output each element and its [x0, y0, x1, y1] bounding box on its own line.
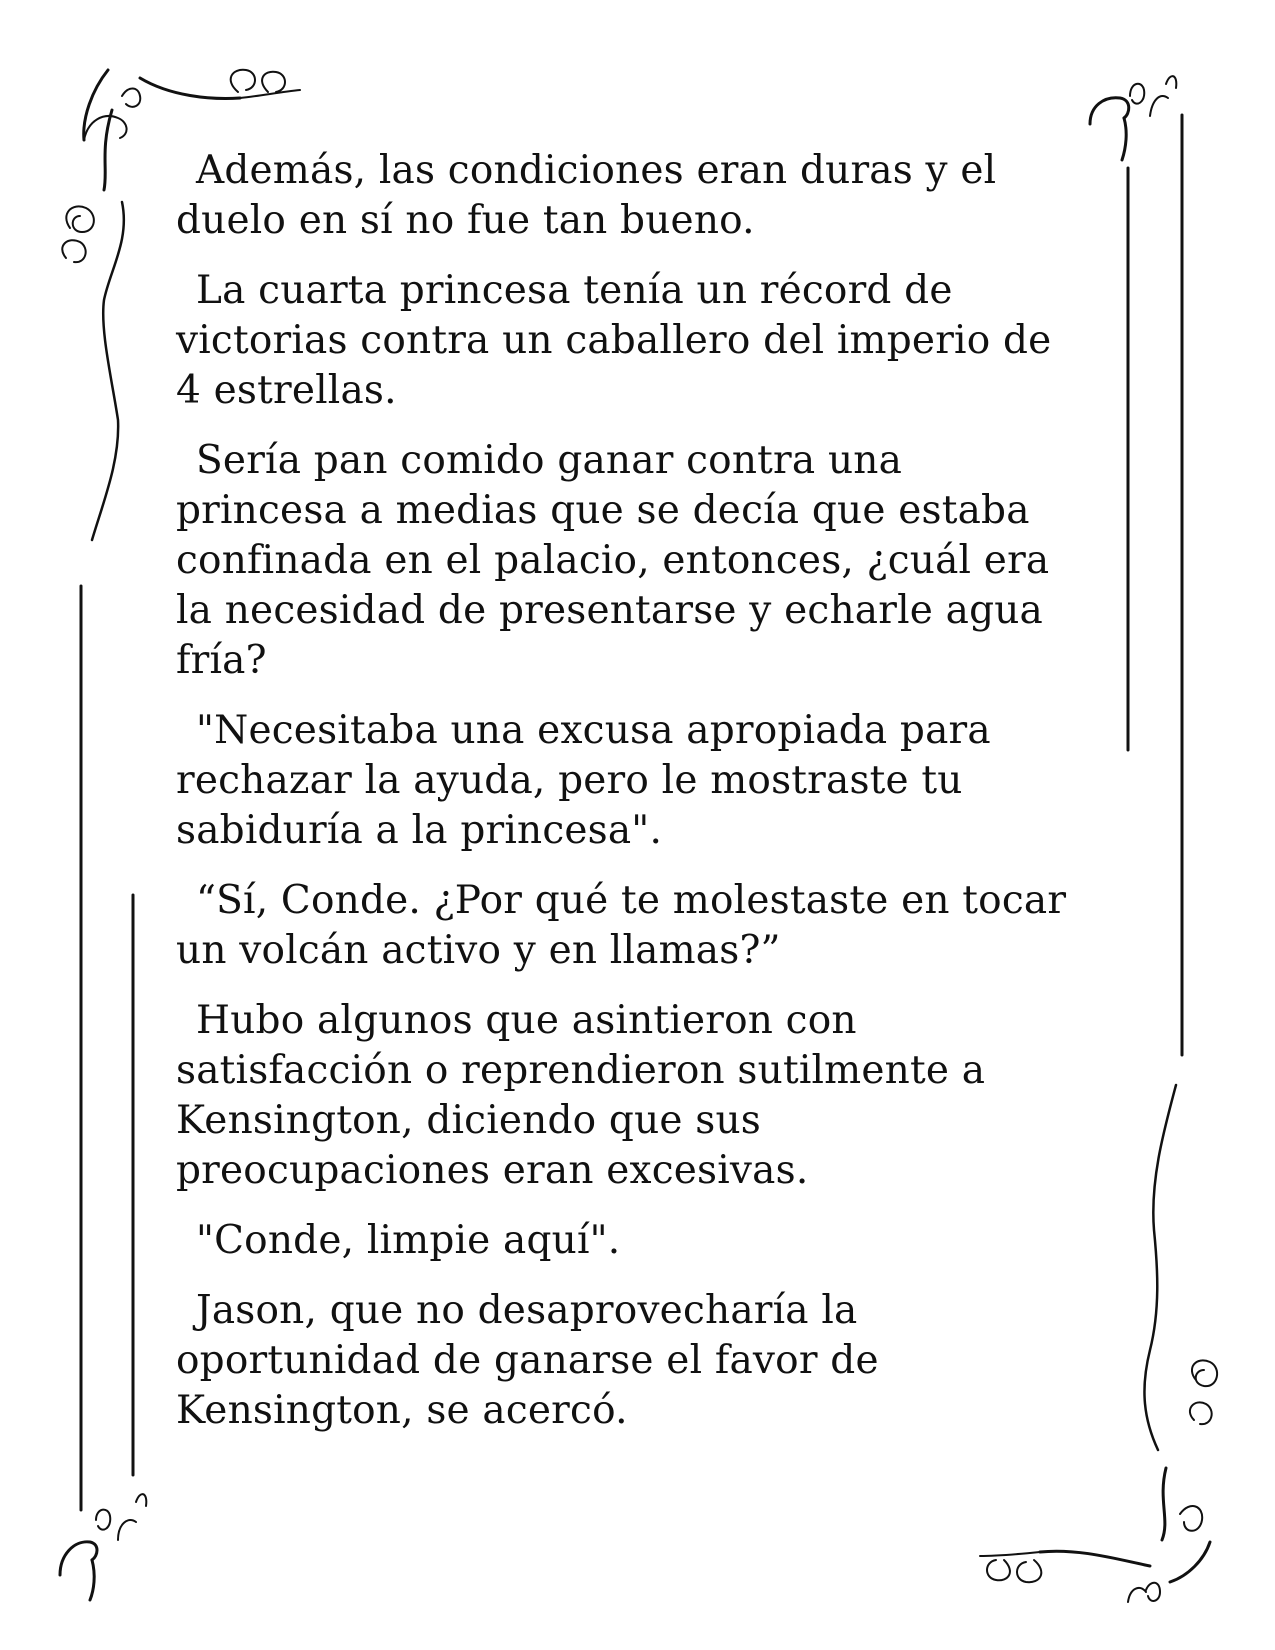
paragraph-3: Sería pan comido ganar contra una princesa a medias que se decía que estaba confinada en el palacio, entonces, ¿cuál era la necesidad de presentarse y echarle agua fría?: [176, 438, 1050, 683]
paragraph-8: Jason, que no desaprovecharía la oportunidad de ganarse el favor de Kensington, se acercó.: [176, 1288, 879, 1433]
flourish-bottom-left-icon: [60, 1494, 146, 1600]
paragraph-4: "Necesitaba una excusa apropiada para rechazar la ayuda, pero le mostraste tu sabiduría a la princesa".: [176, 708, 991, 853]
paragraph-7: "Conde, limpie aquí".: [196, 1218, 621, 1263]
flourish-top-right-icon: [1090, 76, 1176, 160]
paragraph-2: La cuarta princesa tenía un récord de victorias contra un caballero del imperio de 4 estrellas.: [176, 268, 1052, 413]
paragraph-1: Además, las condiciones eran duras y el duelo en sí no fue tan bueno.: [176, 148, 997, 243]
page-body: [176, 146, 1076, 1456]
paragraph-5: “Sí, Conde. ¿Por qué te molestaste en tocar un volcán activo y en llamas?”: [176, 878, 1067, 973]
paragraph-6: Hubo algunos que asintieron con satisfacción o reprendieron sutilmente a Kensington, diciendo que sus preocupaciones eran excesivas.: [176, 998, 986, 1193]
